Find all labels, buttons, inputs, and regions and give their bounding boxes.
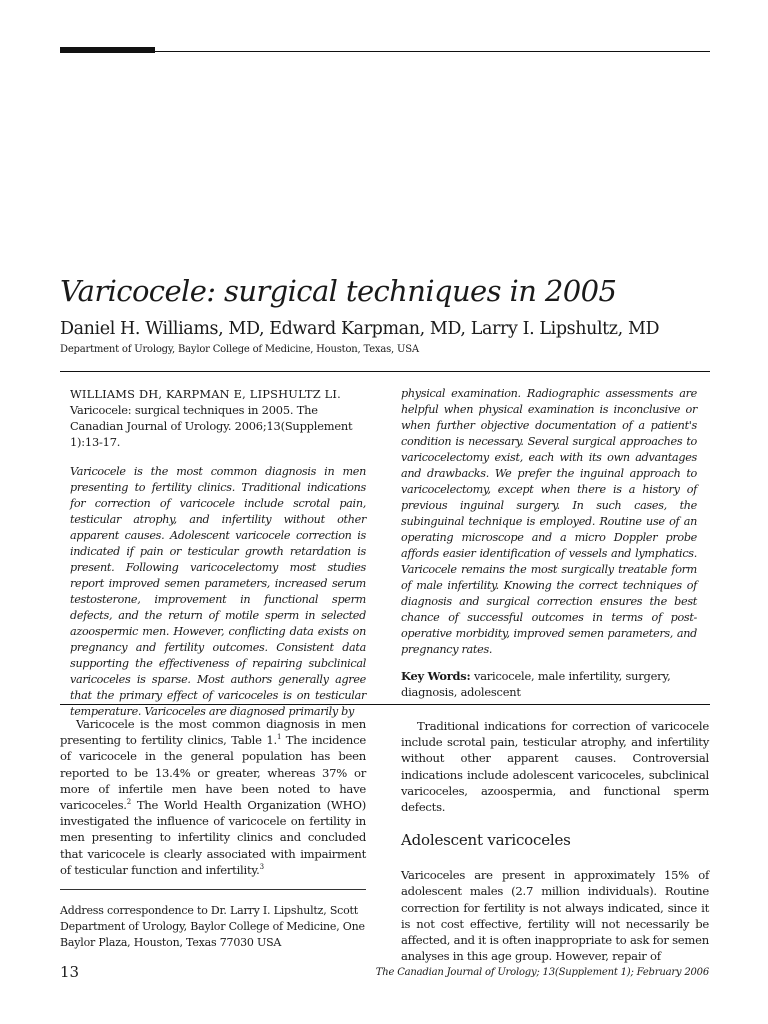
keywords — [401, 668, 697, 700]
ref-3: 3 — [259, 862, 264, 871]
journal-citation: The Canadian Journal of Urology; 13(Supplement 1); February 2006 — [375, 967, 709, 978]
body-left-column — [60, 716, 366, 878]
header-rule-thin — [155, 51, 710, 52]
article-title: Varicocele: surgical techniques in 2005 — [60, 274, 617, 308]
keywords-list: varicocele, male infertility, surgery, diagnosis, adolescent — [401, 669, 671, 699]
abstract-text-right: physical examination. Radiographic assessments are helpful when physical examination is inconclusive or when further objective documentation of a patient's condition is necessary. Several surgical approaches to varicocelectomy exist, each with its own advantages and drawbacks. We prefer the inguinal approach to varicocelectomy, except when there is a history of previous inguinal surgery. In such cases, the subinguinal technique is employed. Routine use of an operating microscope and a micro Doppler probe affords easier identification of vessels and lymphatics. Varicocele remains the most surgically treatable form of male infertility. Knowing the correct techniques of diagnosis and surgical correction ensures the best chance of successful outcomes in terms of post-operative morbidity, improved semen parameters, and pregnancy rates. — [401, 387, 697, 656]
ref-1: 1 — [276, 733, 282, 742]
header-rule-thick — [60, 47, 155, 53]
intro-text-a: Varicocele is the most common diagnosis in men presenting to fertility clinics, Table 1. — [60, 717, 366, 748]
keywords-label: Key Words: — [401, 669, 471, 683]
page-number: 13 — [60, 963, 80, 981]
correspondence-footnote — [60, 903, 370, 951]
footnote-line-2: Department of Urology, Baylor College of Medicine, One — [60, 920, 365, 933]
intro-text-b: The incidence of varicocele in the general population has been reported to be 13.4% or greater, whereas 37% or more of infertile men have been noted to have varicoceles. — [60, 733, 366, 813]
abstract-right-column — [401, 386, 697, 700]
footnote-line-1: Address correspondence to Dr. Larry I. Lipshultz, Scott — [60, 904, 358, 917]
abstract-left-column — [70, 386, 366, 720]
article-authors: Daniel H. Williams, MD, Edward Karpman, MD, Larry I. Lipshultz, MD — [60, 319, 660, 339]
abstract-text-left: Varicocele is the most common diagnosis in men presenting to fertility clinics. Traditional indications for correction of varicocele include scrotal pain, testicular atrophy, and infertility without other apparent causes. Adolescent varicocele correction is indicated if pain or testicular growth retardation is present. Following varicocelectomy most studies report improved semen parameters, increased serum testosterone, improvement in functional sperm defects, and the return of motile sperm in selected azoospermic men. However, conflicting data exists on pregnancy and fertility outcomes. Consistent data supporting the effectiveness of repairing subclinical varicoceles is sparse. Most authors generally agree that the primary effect of varicoceles is on testicular temperature. Varicoceles are diagnosed primarily by — [70, 465, 366, 718]
footnote-line-3: Baylor Plaza, Houston, Texas 77030 USA — [60, 936, 282, 949]
intro-paragraph — [60, 716, 366, 878]
citation-reference: Varicocele: surgical techniques in 2005. The Canadian Journal of Urology. 2006;13(Supplement 1):13-17. — [70, 403, 353, 449]
footnote-rule — [60, 889, 366, 890]
indications-paragraph: Traditional indications for correction of varicocele include scrotal pain, testicular atrophy, and infertility without other apparent causes. Controversial indications include adolescent varicoceles, subclinical varicoceles, azoospermia, and functional sperm defects. — [401, 719, 709, 815]
body-right-column — [401, 718, 709, 964]
citation-authors: WILLIAMS DH, KARPMAN E, LIPSHULTZ LI. — [70, 387, 341, 401]
intro-text-c: The World Health Organization (WHO) investigated the influence of varicocele on fertility in men presenting to infertility clinics and concluded that varicocele is clearly associated with impairment of testicular function and infertility. — [60, 798, 366, 877]
abstract-top-rule — [60, 371, 710, 372]
ref-2: 2 — [126, 798, 131, 807]
adolescent-paragraph: Varicoceles are present in approximately 15% of adolescent males (2.7 million individuals). Routine correction for fertility is not always indicated, since it is not cost effective, fertility will not necessarily be affected, and it is often inappropriate to ask for semen analyses in this age group. However, repair of — [401, 868, 709, 964]
abstract-bottom-rule — [60, 704, 710, 705]
author-affiliation: Department of Urology, Baylor College of Medicine, Houston, Texas, USA — [60, 344, 419, 355]
section-heading: Adolescent varicoceles — [401, 831, 571, 850]
